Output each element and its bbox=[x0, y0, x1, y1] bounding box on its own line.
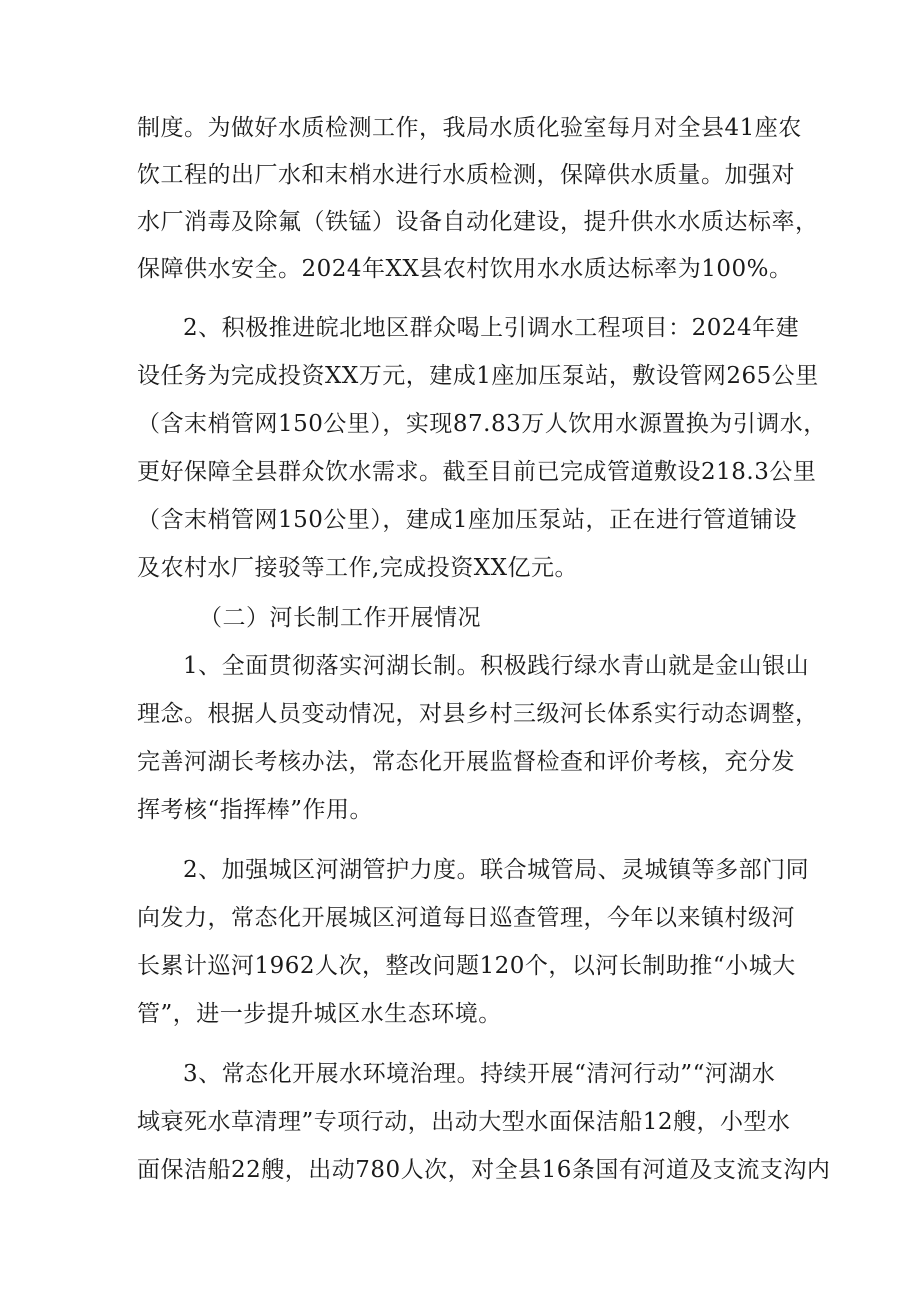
text-line: 管”，进一步提升城区水生态环境。 bbox=[137, 1001, 502, 1027]
paragraph-first-line: 2、加强城区河湖管护力度。联合城管局、灵城镇等多部门同 bbox=[183, 857, 810, 883]
paragraph-first-line: 3、常态化开展水环境治理。持续开展“清河行动”“河湖水 bbox=[183, 1061, 776, 1087]
text-line: 保障供水安全。2024年XX县农村饮用水水质达标率为100%。 bbox=[137, 256, 793, 282]
text-line: 面保洁船22艘，出动780人次，对全县16条国有河道及支流支沟内 bbox=[137, 1157, 831, 1183]
text-line: 理念。根据人员变动情况，对县乡村三级河长体系实行动态调整， bbox=[137, 701, 819, 727]
text-line: （含末梢管网150公里），建成1座加压泵站，正在进行管道铺设 bbox=[137, 507, 798, 533]
paragraph-first-line: 1、全面贯彻落实河湖长制。积极践行绿水青山就是金山银山 bbox=[183, 653, 810, 679]
text-line: （含末梢管网150公里），实现87.83万人饮用水源置换为引调水， bbox=[137, 411, 827, 437]
text-line: 及农村水厂接驳等工作,完成投资XX亿元。 bbox=[137, 555, 579, 581]
text-line: 设任务为完成投资XX万元，建成1座加压泵站，敷设管网265公里 bbox=[137, 363, 819, 389]
section-heading: （二）河长制工作开展情况 bbox=[199, 605, 481, 631]
text-line: 完善河湖长考核办法，常态化开展监督检查和评价考核，充分发 bbox=[137, 749, 795, 775]
text-line: 挥考核“指挥棒”作用。 bbox=[137, 797, 374, 823]
text-line: 制度。为做好水质检测工作，我局水质化验室每月对全县41座农 bbox=[137, 115, 802, 141]
text-line: 向发力，常态化开展城区河道每日巡查管理，今年以来镇村级河 bbox=[137, 905, 795, 931]
text-line: 更好保障全县群众饮水需求。截至目前已完成管道敷设218.3公里 bbox=[137, 459, 817, 485]
text-line: 饮工程的出厂水和末梢水进行水质检测，保障供水质量。加强对 bbox=[137, 162, 795, 188]
paragraph-first-line: 2、积极推进皖北地区群众喝上引调水工程项目：2024年建 bbox=[183, 315, 800, 341]
text-line: 长累计巡河1962人次，整改问题120个，以河长制助推“小城大 bbox=[137, 953, 796, 979]
text-line: 水厂消毒及除氟（铁锰）设备自动化建设，提升供水水质达标率， bbox=[137, 209, 819, 235]
text-line: 域衰死水草清理”专项行动，出动大型水面保洁船12艘，小型水 bbox=[137, 1109, 791, 1135]
